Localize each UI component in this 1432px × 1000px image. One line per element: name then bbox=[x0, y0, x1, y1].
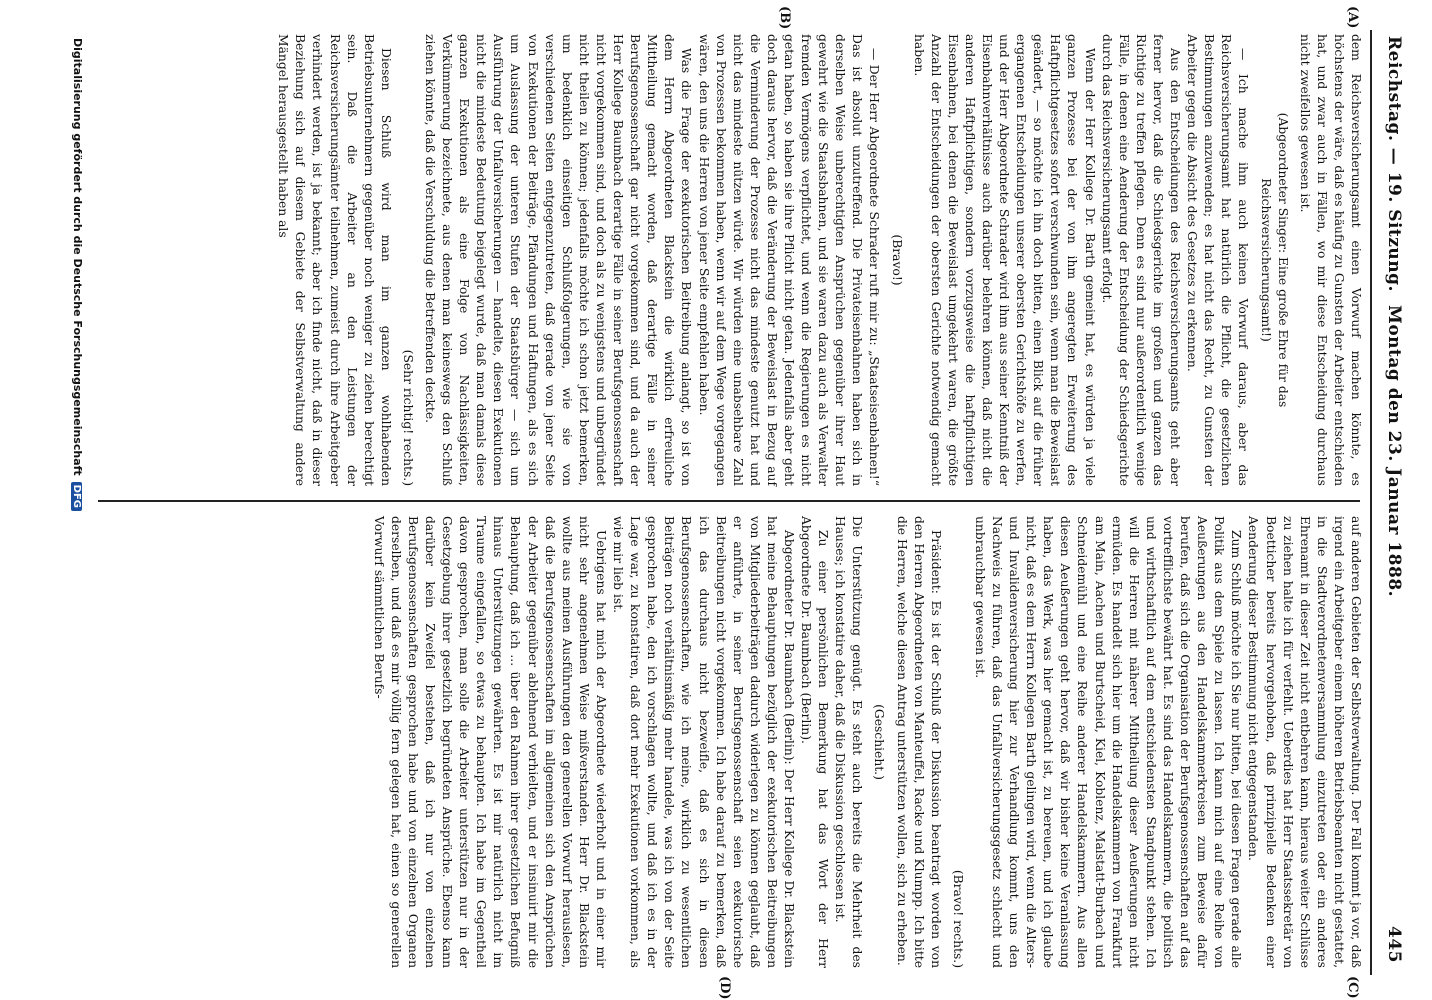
header-date: Montag den 23. Januar 1888. bbox=[1384, 305, 1404, 598]
interjection: (Sehr richtig! rechts.) bbox=[400, 349, 415, 486]
page-number: 445 bbox=[1384, 926, 1404, 963]
paragraph: Diesen Schluß wird man im ganzen wohlhabenden Betriebsunternehmern gegenüber noch weniger zu ziehen berechtigt sein. Daß die Arbeiter an den Leistungen der Reichsversicherungsämter teilnehmen, zumeist durch ihre Arbeitgeber verhindert werden, ist ja bekannt; aber ich finde nicht, daß in dieser Beziehung sich auf diesem Gebiete der Selbstverwaltung andere Mängel herausgestellt haben als bbox=[276, 34, 393, 486]
speaker-paragraph: Abgeordneter Dr. Baumbach (Berlin): Der Herr Kollege Dr. Blackstein hat meine Behauptungen bezüglich der exekutorischen Beitreibungen von Mitgliederbeiträgen dadurch widerlegen zu können geglaubt, daß er anführte, in seiner Berufsgenossenschaft seien exekutorische Beitreibungen nicht vorgekommen. Ich habe darauf zu bemerken, daß ich das durchaus nicht bezweifle, daß es sich in diesen Berufsgenossenschaften, wie ich meine, wirklich zu wesentlichen Beiträgen noch verhältnismäßig mehr handele, was ich von der Seite gesprochen habe, den ich vorschlagen wollte, und daß ich es in der Lage war, zu konstatiren, daß dort mehr Exekutionen vorkommen, als wie mir lieb ist. bbox=[611, 516, 796, 968]
interjection: (Geschieht.) bbox=[872, 704, 887, 780]
left-column bbox=[274, 34, 1364, 486]
interjection: (Abgeordneter Singer: Eine große Ehre für das Reichsversicherungsamt!) bbox=[1258, 112, 1290, 408]
interjection: (Bravo!) bbox=[889, 234, 904, 286]
dfg-logo: DFG bbox=[71, 482, 82, 511]
paragraph: Zu einer persönlichen Bemerkung hat das Wort der Herr Abgeordnete Dr. Baumbach (Berlin). bbox=[799, 516, 831, 968]
header-rule bbox=[1370, 30, 1372, 975]
margin-marker-c: (C) bbox=[1345, 976, 1360, 999]
margin-marker-d: (D) bbox=[717, 976, 732, 1000]
paragraph: Aus den Entscheidungen des Reichsversicherungsamts geht aber ferner hervor, daß die Schiedsgerichte im großen und ganzen das Richtige zu treffen pflegen. Denn es sind nur außerordentlich wenige Fälle, in denen eine Aenderung der Entscheidung der Schiedsgerichte durch das Reichsversicherungsamt erfolgt. bbox=[1099, 34, 1183, 486]
credit-text: Digitalisierung gefördert durch die Deutsche Forschungsgemeinschaft bbox=[71, 38, 84, 476]
paragraph: Die Unterstützung genügt. Es steht auch bereits die Mehrheit des Hauses; ich konstatire daher, daß die Diskussion geschlossen ist. bbox=[833, 516, 865, 968]
margin-marker-a: (A) bbox=[1345, 6, 1360, 29]
page-header bbox=[1378, 30, 1404, 975]
paragraph: Zum Schluß möchte ich Sie nur bitten, bei diesen Fragen gerade alle Politik aus dem Spiele zu lassen. Ich kann mich auf eine Reihe von Aeußerungen aus den Handelskammerkreisen zum Beweise dafür berufen, daß sich die Organisation der Berufsgenossenschaften auf das vortrefflichste bewährt hat. Es sind das Handelskammern, die politisch und wirthschaftlich auf dem entschiedensten Standpunkt stehen. Ich will die Herren mit näherer Mittheilung dieser Aeußerungen nicht ermüden. Es handelt sich hier um die Handelskammern von Frankfurt am Main, Aachen und Burtscheid, Kiel, Koblenz, Malstatt-Burbach und Schneidemühl und eine Reihe anderer Handelskammern. Aus allen diesen Aeußerungen geht hervor, daß wir bisher keine Veranlassung haben, das Werk, was hier gemacht ist, zu bereuen, und ich glaube nicht, daß es dem Herrn Kollegen Barth gelingen wird, wenn die Alters- und Invalidenversicherung hier zur Verhandlung kommt, uns den Nachweis zu führen, daß das Unfallversicherungsgesetz schlecht und unbrauchbar gewesen ist. bbox=[972, 516, 1244, 968]
right-column bbox=[370, 516, 1364, 968]
paragraph: auf anderen Gebieten der Selbstverwaltung. Der Fall kommt ja vor, daß irgend ein Arbeitgeber einem höheren Betriebsbeamten nicht gestattet, in die Stadtverordnetenversammlung einzutreten oder ein anderes Ehrenamt in dieser Zeit nicht entbehren kann, hieraus weiter Schlüsse zu ziehen halte ich für verfehlt. Ueberdies hat Herr Staatssekretär von Boetticher bereits hervorgehoben, daß prinzipielle Bedenken einer Aenderung dieser Bestimmung nicht entgegenstanden. bbox=[1246, 516, 1363, 968]
paragraph: Was die Frage der exekutorischen Beitreibung anlangt, so ist von dem Herrn Abgeordneten Blackstein die wirklich erfreuliche Mittheilung gemacht worden, daß derartige Fälle in seiner Berufsgenossenschaft gar nicht vorgekommen sind, und da auch der Herr Kollege Baumbach derartige Fälle in seiner Berufsgenossenschaft nicht vorgekommen sind, und doch als zu wenigstens und unbegründet nicht theilen zu können; jedenfalls möchte ich schon jetzt bemerken, um bedenklich einseitigen Schlußfolgerungen, wie sie von verschiedenen Seiten entgegenzutreten, daß gerade von jener Seite von Exekutionen der Beiträge, Pfändungen und Haftungen, als es sich um Auslassung der unteren Stufen der Staatsbürger — sich um Ausführung der Unfallversicherungen — handelte, diesen Exekutionen nicht die mindeste Bedeutung beigelegt wurde, daß man damals diese ganzen Exekutionen als eine Folge von Nachlässigkeiten, Verkümmerung bezeichnete, aus denen man keineswegs den Schluß ziehen könnte, daß die Verschuldung die Betreffenden deckte. bbox=[423, 34, 694, 486]
column-divider bbox=[98, 500, 1360, 502]
paragraph: — Der Herr Abgeordnete Schrader ruft mir zu: „Staatseisenbahnen!“ Das ist absolut unzutreffend. Die Privateisenbahnen haben sich in derselben Weise unberechtigten Ansprüchen gegenüber ihrer Haut gewehrt wie die Staatsbahnen, und sie waren dazu auch als Verwalter fremden Vermögens verpflichtet, und wenn die Regierungen es nicht getan haben, so haben sie ihre Pflicht nicht getan. Jedenfalls aber geht doch daraus hervor, daß die Veränderung der Beweislast in Bezug auf die Verminderung der Prozesse nicht das mindeste genutzt hat und nicht das mindeste nützen würde. Wir würden eine unabsehbare Zahl von Prozessen bekommen haben, wenn wir auf dem Wege vorgegangen wären, den uns die Herren von jener Seite empfehlen haben. bbox=[696, 34, 882, 486]
document-page bbox=[22, 6, 1412, 1000]
digitization-credit bbox=[71, 38, 84, 638]
paragraph: — Ich mache ihm auch keinen Vorwurf daraus, aber das Reichsversicherungsamt hat natürlich die Pflicht, die gesetzlichen Bestimmungen anzuwenden; es hat nicht das Recht, zu Gunsten der Arbeiter gegen die Absicht des Gesetzes zu erkennen. bbox=[1185, 34, 1251, 486]
speaker-paragraph: Präsident: Es ist der Schluß der Diskussion beantragt worden von den Herren Abgeordneten von Manteuffel, Racke und Klumpp. Ich bitte die Herren, welche diesen Antrag unterstützen wollen, sich zu erheben. bbox=[894, 516, 943, 968]
paragraph: Wenn der Herr Kollege Dr. Barth gemeint hat, es würden ja viele ganzen Prozesse bei der von ihm angeregten Erweiterung des Haftpflichtgesetzes sofort verschwunden sein, wenn man die Beweislast geändert, — so möchte ich ihn doch bitten, einen Blick auf die früher ergangenen Entscheidungen unserer obersten Gerichtshöfe zu werfen, und der Herr Abgeordnete Schrader wird ihm aus seiner Kenntniß der Eisenbahnverhältnisse auch darüber belehren können, daß nicht die anderen Haftpflichtigen, sondern vorzugsweise die haftpflichtigen Eisenbahnen, bei denen die Beweislast umgekehrt waren, die größte Anzahl der Entscheidungen der obersten Gerichte notwendig gemacht haben. bbox=[911, 34, 1097, 486]
paragraph: Uebrigens hat mich der Abgeordnete wiederholt und in einer mir nicht sehr angenehmen Weise mißverstanden. Herr Dr. Blackstein wollte aus meinen Ausführungen den generellen Vorwurf herauslesen, daß die Berufsgenossenschaften im allgemeinen sich den Ansprüchen der Arbeiter gegenüber ablehnend verhielten, und er insinuirt mir die Behauptung, daß ich ... über den Rahmen ihrer gesetzlichen Befugniß hinaus Unterstützungen gewährten. Es ist mir natürlich nicht im Traume eingefallen, so etwas zu behaupten. Ich habe im Gegentheil davon gesprochen, man solle die Arbeiter unterstützen nur in der Gesetzgebung ihrer gesetzlich begründeten Ansprüche. Ebenso kann darüber kein Zweifel bestehen, daß ich nur von einzelnen Berufsgenossenschaften gesprochen habe und von einzelnen Organen derselben, und daß es mir völlig fern gelegen hat, einen so generellen Vorwurf sämmtlichen Berufs- bbox=[371, 516, 608, 968]
header-session: Reichstag. — 19. Sitzung. bbox=[1384, 36, 1404, 292]
interjection: (Bravo! rechts.) bbox=[950, 869, 965, 968]
paragraph: dem Reichsversicherungsamt einen Vorwurf machen könnte, es höchstens der wäre, daß es häufig zu Gunsten der Arbeiter entschieden hat, und zwar auch in Fällen, wo mir diese Entscheidung durchaus nicht zweifellos gewesen ist. bbox=[1297, 34, 1363, 486]
margin-marker-b: (B) bbox=[777, 6, 792, 30]
